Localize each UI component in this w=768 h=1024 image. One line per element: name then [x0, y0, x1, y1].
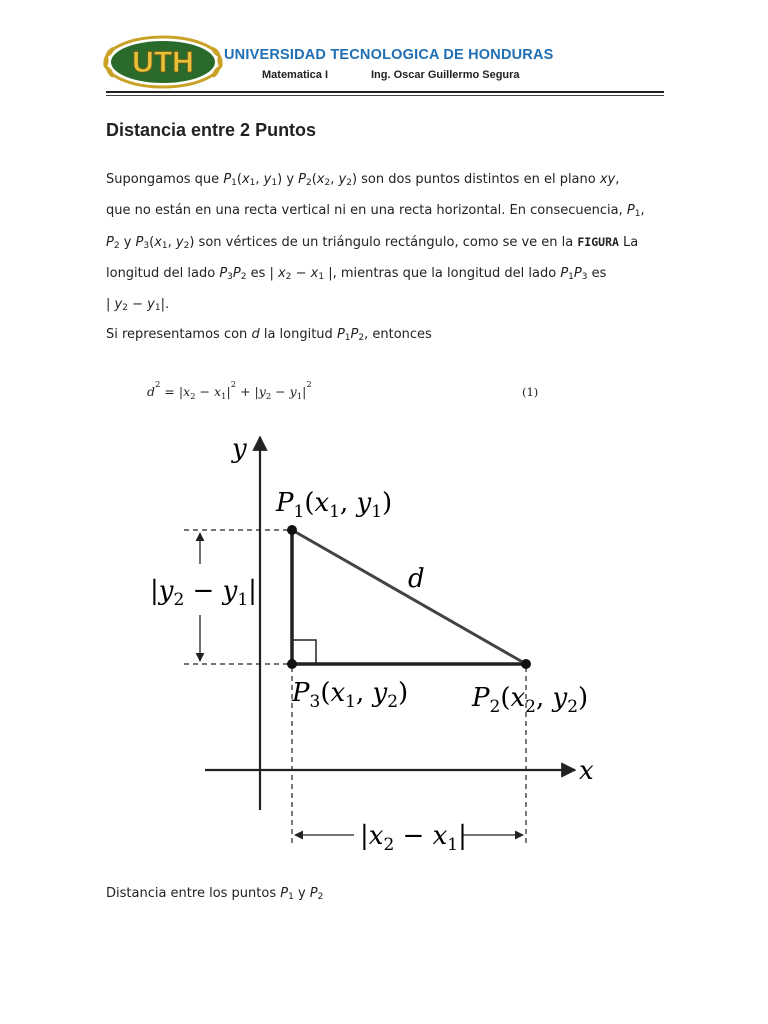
right-angle-mark [292, 640, 316, 664]
section-title: Distancia entre 2 Puntos [106, 120, 317, 140]
point-p1 [287, 525, 297, 535]
side-d [292, 530, 526, 664]
p1-label: $P_1(x_1$, $y_1$) [276, 488, 393, 522]
distance-equation: $d^2 = |x_2 - x_1|^2 + |y_2 - y_1|^2$ [147, 380, 312, 402]
x-axis-label: x [579, 756, 594, 786]
figure-caption: Distancia entre los puntos $P_1$ y $P_2$ [106, 886, 324, 902]
vert-distance-label: $|y_2 - y_1|$ [150, 576, 257, 610]
p3-label: $P_3(x_1$, $y_2$) [292, 678, 409, 712]
p2-label: $P_2(x_2$, $y_2$) [472, 683, 589, 717]
point-p3 [287, 659, 297, 669]
course-name: Matematica I [262, 69, 329, 81]
equation-number: (1) [522, 385, 539, 399]
university-name: UNIVERSIDAD TECNOLOGICA DE HONDURAS [224, 47, 554, 63]
header-rule-thin [106, 95, 664, 96]
figura-reference: FIGURA [577, 235, 619, 249]
intro-paragraph: Supongamos que $P_1(x_1$, $y_1$) y $P_2(x_2$, $y_2$) son dos puntos distintos en el plano xy, que no están en una recta vertical ni en una recta horizontal. En consecuencia, $P_1$, $P_2$ y $P_3(x_1$, $y_2$) son vértices de un triángulo rectángulo, como se ve en la FIGURA La longitud del lado $P_3P_2$ es | $x_2 - x_1$ |, mientras que la longitud del lado $P_1P_3$ es | $y_2 - y_1|$. [106, 172, 645, 313]
distance-figure [150, 425, 610, 875]
horiz-distance-label: $|x_2 - x_1|$ [360, 821, 467, 855]
logo-text: UTH [132, 46, 194, 79]
page-header [100, 30, 664, 96]
y-axis-label: y [232, 434, 247, 464]
definition-paragraph: Si representamos con d la longitud $P_1P_2$, entonces [106, 327, 432, 343]
professor-name: Ing. Oscar Guillermo Segura [371, 69, 520, 81]
uth-logo [100, 32, 226, 90]
header-rule [106, 91, 664, 93]
point-p2 [521, 659, 531, 669]
d-label: d [408, 564, 425, 594]
